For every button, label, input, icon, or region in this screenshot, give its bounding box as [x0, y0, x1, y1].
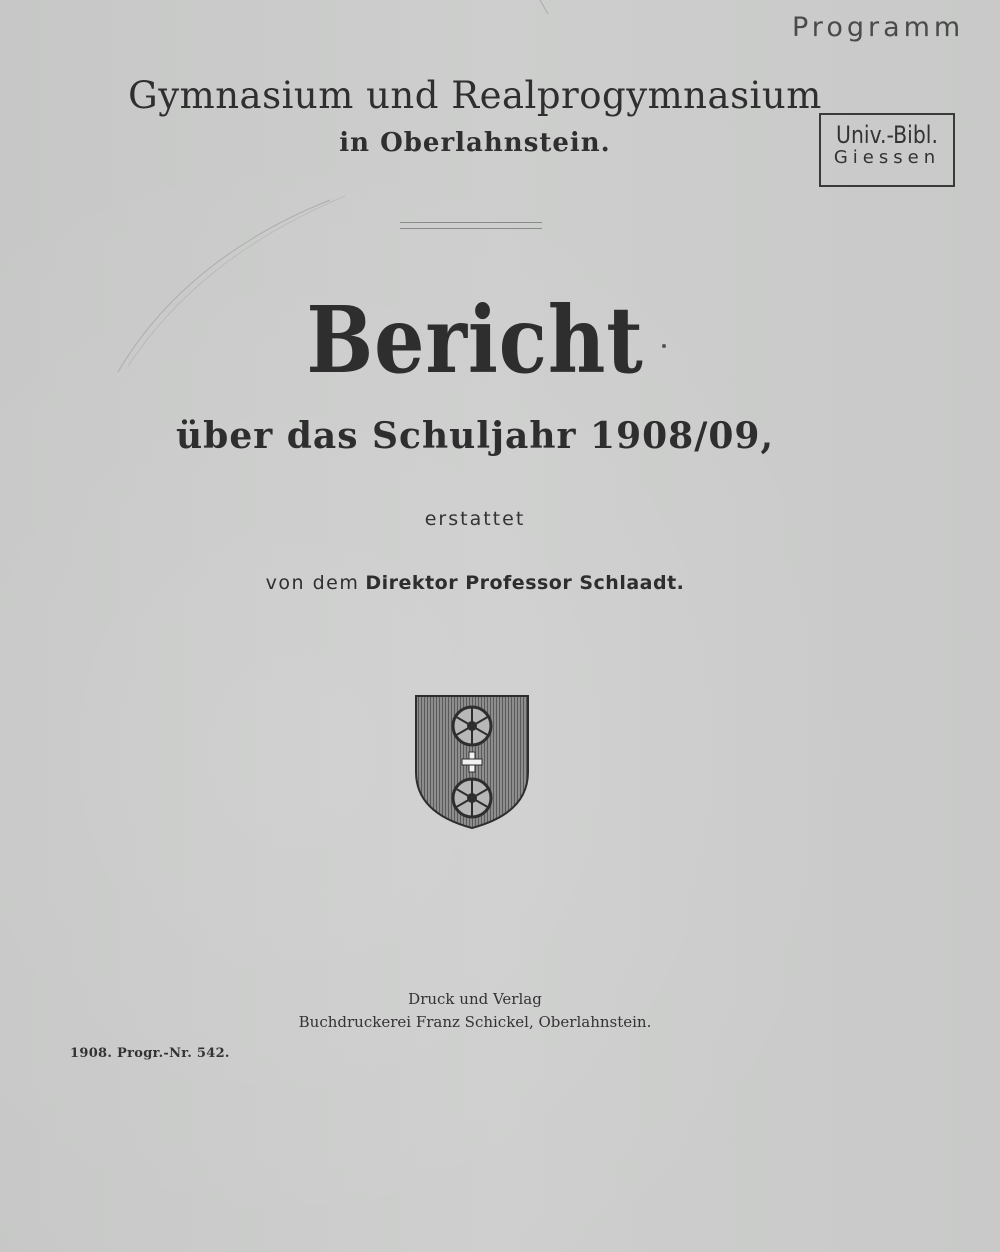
divider-rule: [400, 222, 542, 229]
erstattet-text: erstattet: [424, 508, 526, 530]
school-name: Gymnasium und Realprogymnasium: [128, 74, 822, 117]
author-name: Direktor Professor Schlaadt.: [365, 572, 685, 594]
coat-of-arms-icon: [414, 694, 530, 830]
author-prefix: von dem: [265, 572, 360, 594]
library-stamp-line2: Giessen: [833, 147, 941, 168]
imprint-line1: Druck und Verlag: [408, 990, 542, 1008]
programm-stamp: Programm: [792, 12, 965, 43]
page-subtitle: über das Schuljahr 1908/09,: [176, 415, 774, 457]
author-line: [0, 572, 950, 594]
program-number: 1908. Progr.-Nr. 542.: [70, 1046, 230, 1061]
imprint-line2: Buchdruckerei Franz Schickel, Oberlahnstein.: [298, 1013, 652, 1031]
page-title: Bericht: [306, 286, 644, 394]
library-stamp-line1: Univ.-Bibl.: [836, 121, 938, 149]
school-location: in Oberlahnstein.: [339, 128, 611, 158]
